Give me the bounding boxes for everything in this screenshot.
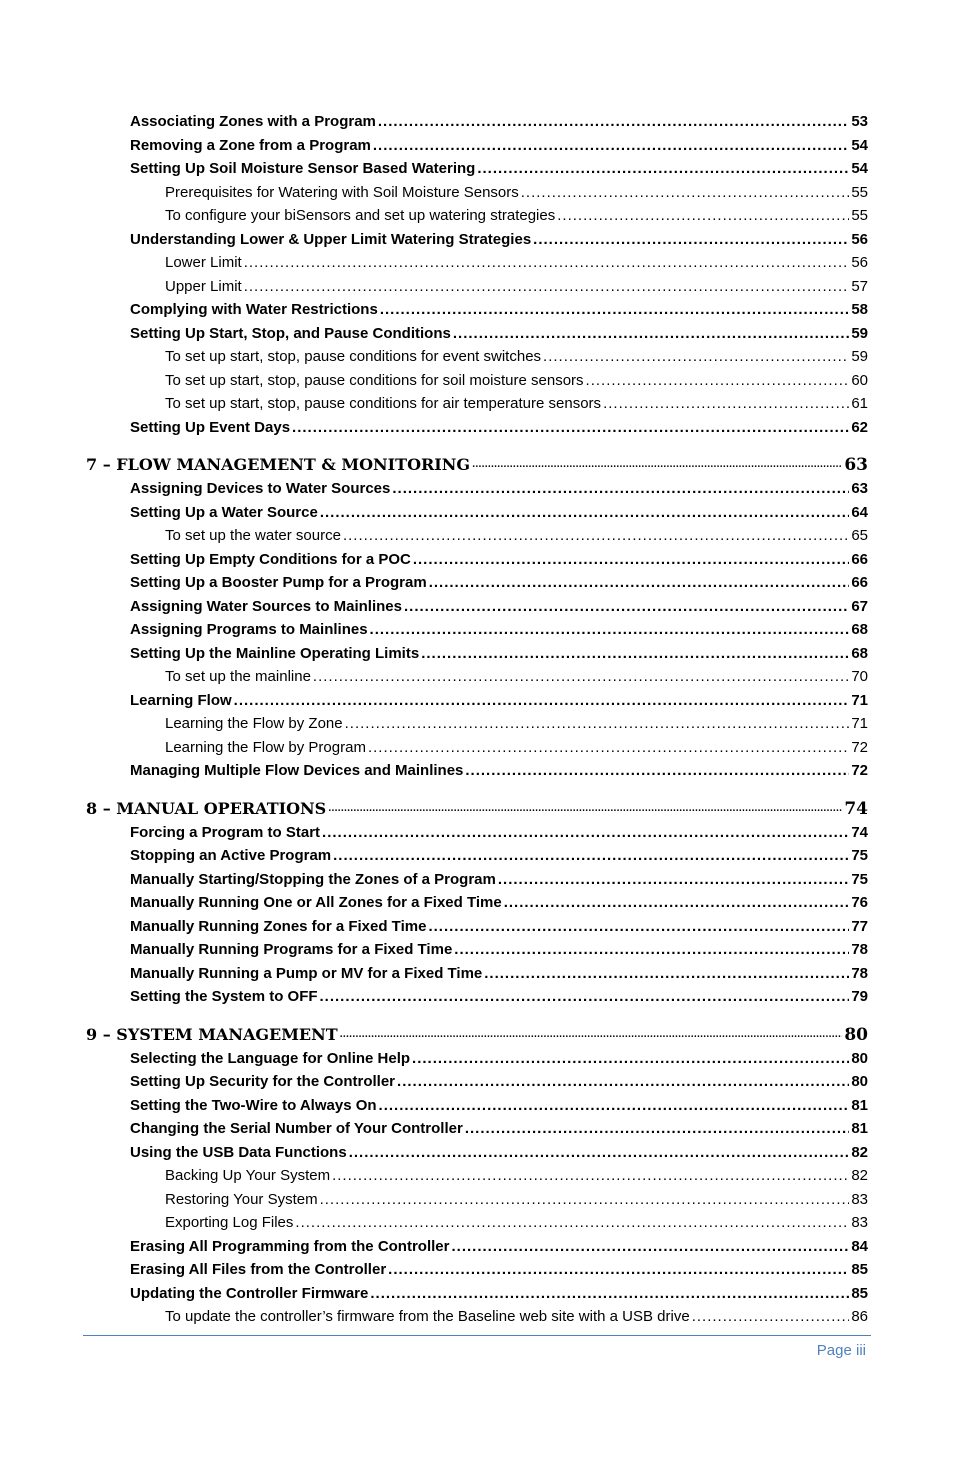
dot-leader [234, 689, 850, 713]
dot-leader [498, 868, 849, 892]
toc-entry[interactable] [86, 1047, 868, 1071]
toc-entry-title: Erasing All Files from the Controller [130, 1261, 387, 1278]
dot-leader [451, 1235, 849, 1259]
toc-entry[interactable] [86, 1188, 868, 1212]
dot-leader [465, 1117, 850, 1141]
toc-entry-page-number: 53 [851, 113, 868, 130]
dot-leader [370, 1282, 849, 1306]
toc-entry-title: Setting Up Event Days [130, 418, 291, 436]
toc-entry-page-number: 66 [851, 550, 868, 568]
toc-entry-title: Assigning Programs to Mainlines [130, 621, 368, 638]
toc-entry-page-number: 84 [851, 1237, 868, 1255]
toc-entry-page-number: 80 [844, 1024, 868, 1045]
toc-entry[interactable] [86, 322, 868, 346]
toc-entry-title: Learning Flow [130, 691, 232, 709]
toc-entry-page-number: 85 [851, 1284, 868, 1302]
toc-entry[interactable] [86, 712, 868, 736]
toc-entry-title: 7 – FLOW MANAGEMENT & MONITORING [86, 455, 471, 474]
dot-leader [295, 1211, 849, 1235]
toc-entry-title: Setting Up Empty Conditions for a POC [130, 550, 411, 568]
dot-leader [521, 181, 850, 205]
toc-entry[interactable] [86, 1141, 868, 1165]
toc-entry-page-number: 61 [851, 395, 868, 412]
toc-entry-title: To configure your biSensors and set up watering strategies [165, 207, 556, 224]
dot-leader [244, 275, 850, 299]
toc-entry-title: Restoring Your System [165, 1190, 318, 1208]
dot-leader [292, 416, 849, 440]
dot-leader [603, 392, 849, 416]
toc-entry-page-number: 72 [851, 762, 868, 779]
dot-leader [373, 134, 849, 158]
dot-leader [472, 450, 842, 477]
dot-leader [349, 1141, 850, 1165]
toc-entry-page-number: 82 [851, 1143, 868, 1161]
dot-leader [484, 962, 849, 986]
toc-entry[interactable] [86, 204, 868, 228]
dot-leader [397, 1070, 849, 1094]
dot-leader [345, 712, 850, 736]
toc-entry[interactable] [86, 985, 868, 1009]
toc-entry-page-number: 78 [851, 964, 868, 982]
toc-entry-page-number: 81 [851, 1120, 868, 1137]
dot-leader [379, 1094, 850, 1118]
toc-entry[interactable] [86, 1258, 868, 1282]
toc-entry-title: Updating the Controller Firmware [130, 1284, 369, 1302]
toc-entry-page-number: 68 [851, 621, 868, 638]
toc-entry[interactable] [86, 1094, 868, 1118]
toc-entry-page-number: 83 [851, 1190, 868, 1208]
toc-entry-page-number: 74 [851, 823, 868, 841]
toc-entry[interactable] [86, 1164, 868, 1188]
toc-entry-page-number: 64 [851, 503, 868, 521]
toc-entry[interactable] [86, 736, 868, 760]
toc-entry-page-number: 80 [851, 1049, 868, 1067]
toc-entry-page-number: 67 [851, 597, 868, 615]
dot-leader [504, 891, 850, 915]
dot-leader [322, 821, 849, 845]
toc-chapter-heading[interactable] [86, 453, 868, 477]
footer-page-number: Page iii [816, 1342, 866, 1359]
dot-leader [404, 595, 849, 619]
toc-entry-title: Setting the System to OFF [130, 988, 318, 1005]
toc-entry-title: Setting the Two-Wire to Always On [130, 1096, 377, 1114]
toc-entry[interactable] [86, 157, 868, 181]
dot-leader [543, 345, 849, 369]
toc-entry[interactable] [86, 571, 868, 595]
toc-entry-page-number: 86 [851, 1308, 868, 1325]
dot-leader [429, 571, 850, 595]
toc-entry[interactable] [86, 548, 868, 572]
toc-chapter-heading[interactable] [86, 797, 868, 821]
toc-entry-title: To set up the mainline [165, 668, 311, 685]
toc-entry-title: To set up start, stop, pause conditions for air temperature sensors [165, 395, 602, 412]
toc-entry[interactable] [86, 275, 868, 299]
toc-entry[interactable] [86, 524, 868, 548]
toc-entry-page-number: 77 [851, 917, 868, 935]
toc-entry[interactable] [86, 844, 868, 868]
toc-entry-title: Lower Limit [165, 254, 242, 271]
toc-entry-page-number: 75 [851, 870, 868, 888]
dot-leader [477, 157, 849, 181]
toc-entry[interactable] [86, 228, 868, 252]
dot-leader [557, 204, 849, 228]
table-of-contents [86, 110, 868, 1329]
dot-leader [428, 915, 849, 939]
toc-entry-title: Upper Limit [165, 277, 242, 295]
toc-entry-page-number: 58 [851, 301, 868, 318]
toc-entry-page-number: 60 [851, 371, 868, 389]
toc-entry[interactable] [86, 181, 868, 205]
toc-entry[interactable] [86, 938, 868, 962]
toc-entry[interactable] [86, 642, 868, 666]
toc-entry[interactable] [86, 962, 868, 986]
toc-entry-title: Manually Running a Pump or MV for a Fixed Time [130, 964, 483, 982]
toc-entry-title: Setting Up a Booster Pump for a Program [130, 574, 427, 591]
toc-entry-page-number: 65 [851, 527, 868, 544]
toc-entry-page-number: 75 [851, 847, 868, 864]
dot-leader [368, 736, 849, 760]
dot-leader [421, 642, 849, 666]
dot-leader [465, 759, 849, 783]
dot-leader [453, 322, 849, 346]
toc-entry-title: Learning the Flow by Zone [165, 715, 343, 732]
toc-entry-title: Learning the Flow by Program [165, 738, 366, 756]
toc-entry[interactable] [86, 1305, 868, 1329]
toc-entry-page-number: 79 [851, 988, 868, 1005]
dot-leader [340, 1020, 843, 1047]
dot-leader [412, 1047, 849, 1071]
dot-leader [244, 251, 850, 275]
dot-leader [313, 665, 849, 689]
dot-leader [586, 369, 850, 393]
toc-entry-title: Prerequisites for Watering with Soil Moisture Sensors [165, 183, 519, 201]
toc-entry-page-number: 59 [851, 348, 868, 365]
toc-entry-title: Setting Up Security for the Controller [130, 1073, 396, 1090]
toc-entry[interactable] [86, 501, 868, 525]
toc-entry[interactable] [86, 821, 868, 845]
toc-entry-title: Understanding Lower & Upper Limit Watering Strategies [130, 230, 532, 248]
toc-entry-title: Stopping an Active Program [130, 847, 332, 864]
toc-entry[interactable] [86, 1070, 868, 1094]
toc-entry-page-number: 71 [851, 715, 868, 732]
toc-entry-page-number: 72 [851, 738, 868, 756]
toc-entry[interactable] [86, 689, 868, 713]
toc-entry-title: Setting Up the Mainline Operating Limits [130, 644, 420, 662]
toc-entry-page-number: 78 [851, 941, 868, 958]
toc-entry-title: Managing Multiple Flow Devices and Mainlines [130, 762, 464, 779]
toc-entry-page-number: 54 [851, 160, 868, 177]
toc-entry[interactable] [86, 345, 868, 369]
toc-entry-title: Using the USB Data Functions [130, 1143, 347, 1161]
toc-entry-title: Setting Up Start, Stop, and Pause Conditions [130, 324, 451, 342]
toc-entry[interactable] [86, 416, 868, 440]
toc-entry-title: Manually Running Zones for a Fixed Time [130, 917, 427, 935]
toc-entry-page-number: 81 [851, 1096, 868, 1114]
dot-leader [328, 794, 842, 821]
toc-chapter-heading[interactable] [86, 1023, 868, 1047]
toc-entry-page-number: 55 [851, 183, 868, 201]
toc-entry[interactable] [86, 891, 868, 915]
toc-entry-title: 8 – MANUAL OPERATIONS [86, 798, 327, 818]
footer-rule [83, 1335, 871, 1336]
dot-leader [380, 298, 850, 322]
toc-entry-page-number: 76 [851, 894, 868, 911]
toc-entry[interactable] [86, 110, 868, 134]
toc-entry-page-number: 83 [851, 1214, 868, 1231]
toc-entry-page-number: 66 [851, 574, 868, 591]
toc-entry-title: Manually Running One or All Zones for a Fixed Time [130, 894, 502, 911]
toc-entry-title: 9 – SYSTEM MANAGEMENT [86, 1024, 338, 1044]
toc-entry-title: Erasing All Programming from the Controller [130, 1237, 450, 1255]
toc-entry[interactable] [86, 134, 868, 158]
toc-entry-title: Selecting the Language for Online Help [130, 1049, 411, 1067]
dot-leader [378, 110, 849, 134]
toc-entry[interactable] [86, 759, 868, 783]
dot-leader [370, 618, 850, 642]
toc-entry-title: Assigning Water Sources to Mainlines [130, 597, 402, 615]
dot-leader [320, 501, 850, 525]
toc-entry-page-number: 74 [844, 798, 868, 819]
toc-entry[interactable] [86, 618, 868, 642]
toc-entry-page-number: 80 [851, 1073, 868, 1090]
toc-entry-page-number: 62 [851, 418, 868, 436]
toc-entry-title: To set up start, stop, pause conditions for soil moisture sensors [165, 371, 584, 389]
toc-entry-title: Associating Zones with a Program [130, 113, 376, 130]
toc-entry-title: To update the controller’s firmware from the Baseline web site with a USB drive [165, 1308, 690, 1325]
toc-entry-page-number: 55 [851, 207, 868, 224]
dot-leader [320, 985, 850, 1009]
toc-entry-title: Assigning Devices to Water Sources [130, 480, 391, 497]
toc-entry-page-number: 54 [851, 136, 868, 154]
toc-entry-page-number: 85 [851, 1261, 868, 1278]
toc-entry-title: Setting Up a Water Source [130, 503, 318, 521]
toc-entry[interactable] [86, 665, 868, 689]
toc-entry-page-number: 82 [851, 1167, 868, 1184]
toc-entry[interactable] [86, 369, 868, 393]
toc-entry-title: Manually Running Programs for a Fixed Time [130, 941, 453, 958]
toc-entry-page-number: 56 [851, 254, 868, 271]
toc-entry[interactable] [86, 1235, 868, 1259]
toc-entry-page-number: 71 [851, 691, 868, 709]
toc-entry-title: To set up start, stop, pause conditions for event switches [165, 348, 542, 365]
toc-entry[interactable] [86, 477, 868, 501]
toc-entry-page-number: 59 [851, 324, 868, 342]
dot-leader [454, 938, 849, 962]
toc-entry[interactable] [86, 392, 868, 416]
toc-entry[interactable] [86, 1117, 868, 1141]
dot-leader [320, 1188, 850, 1212]
toc-entry-title: Setting Up Soil Moisture Sensor Based Watering [130, 160, 476, 177]
toc-entry-title: Complying with Water Restrictions [130, 301, 378, 318]
toc-entry[interactable] [86, 1282, 868, 1306]
dot-leader [533, 228, 849, 252]
toc-entry[interactable] [86, 915, 868, 939]
toc-entry[interactable] [86, 1211, 868, 1235]
toc-entry-title: Exporting Log Files [165, 1214, 294, 1231]
toc-entry[interactable] [86, 868, 868, 892]
dot-leader [343, 524, 849, 548]
toc-entry-title: Backing Up Your System [165, 1167, 331, 1184]
dot-leader [413, 548, 849, 572]
toc-entry-page-number: 68 [851, 644, 868, 662]
toc-entry-title: Removing a Zone from a Program [130, 136, 371, 154]
dot-leader [392, 477, 849, 501]
toc-entry[interactable] [86, 298, 868, 322]
toc-entry-title: Forcing a Program to Start [130, 823, 321, 841]
toc-entry[interactable] [86, 595, 868, 619]
toc-entry-page-number: 57 [851, 277, 868, 295]
toc-entry[interactable] [86, 251, 868, 275]
dot-leader [692, 1305, 850, 1329]
toc-entry-page-number: 70 [851, 668, 868, 685]
toc-entry-title: Manually Starting/Stopping the Zones of a Program [130, 870, 496, 888]
toc-entry-page-number: 63 [844, 455, 868, 475]
dot-leader [332, 1164, 849, 1188]
toc-entry-page-number: 56 [851, 230, 868, 248]
toc-entry-page-number: 63 [851, 480, 868, 497]
dot-leader [333, 844, 849, 868]
toc-entry-title: Changing the Serial Number of Your Controller [130, 1120, 463, 1137]
toc-entry-title: To set up the water source [165, 527, 341, 544]
dot-leader [388, 1258, 849, 1282]
